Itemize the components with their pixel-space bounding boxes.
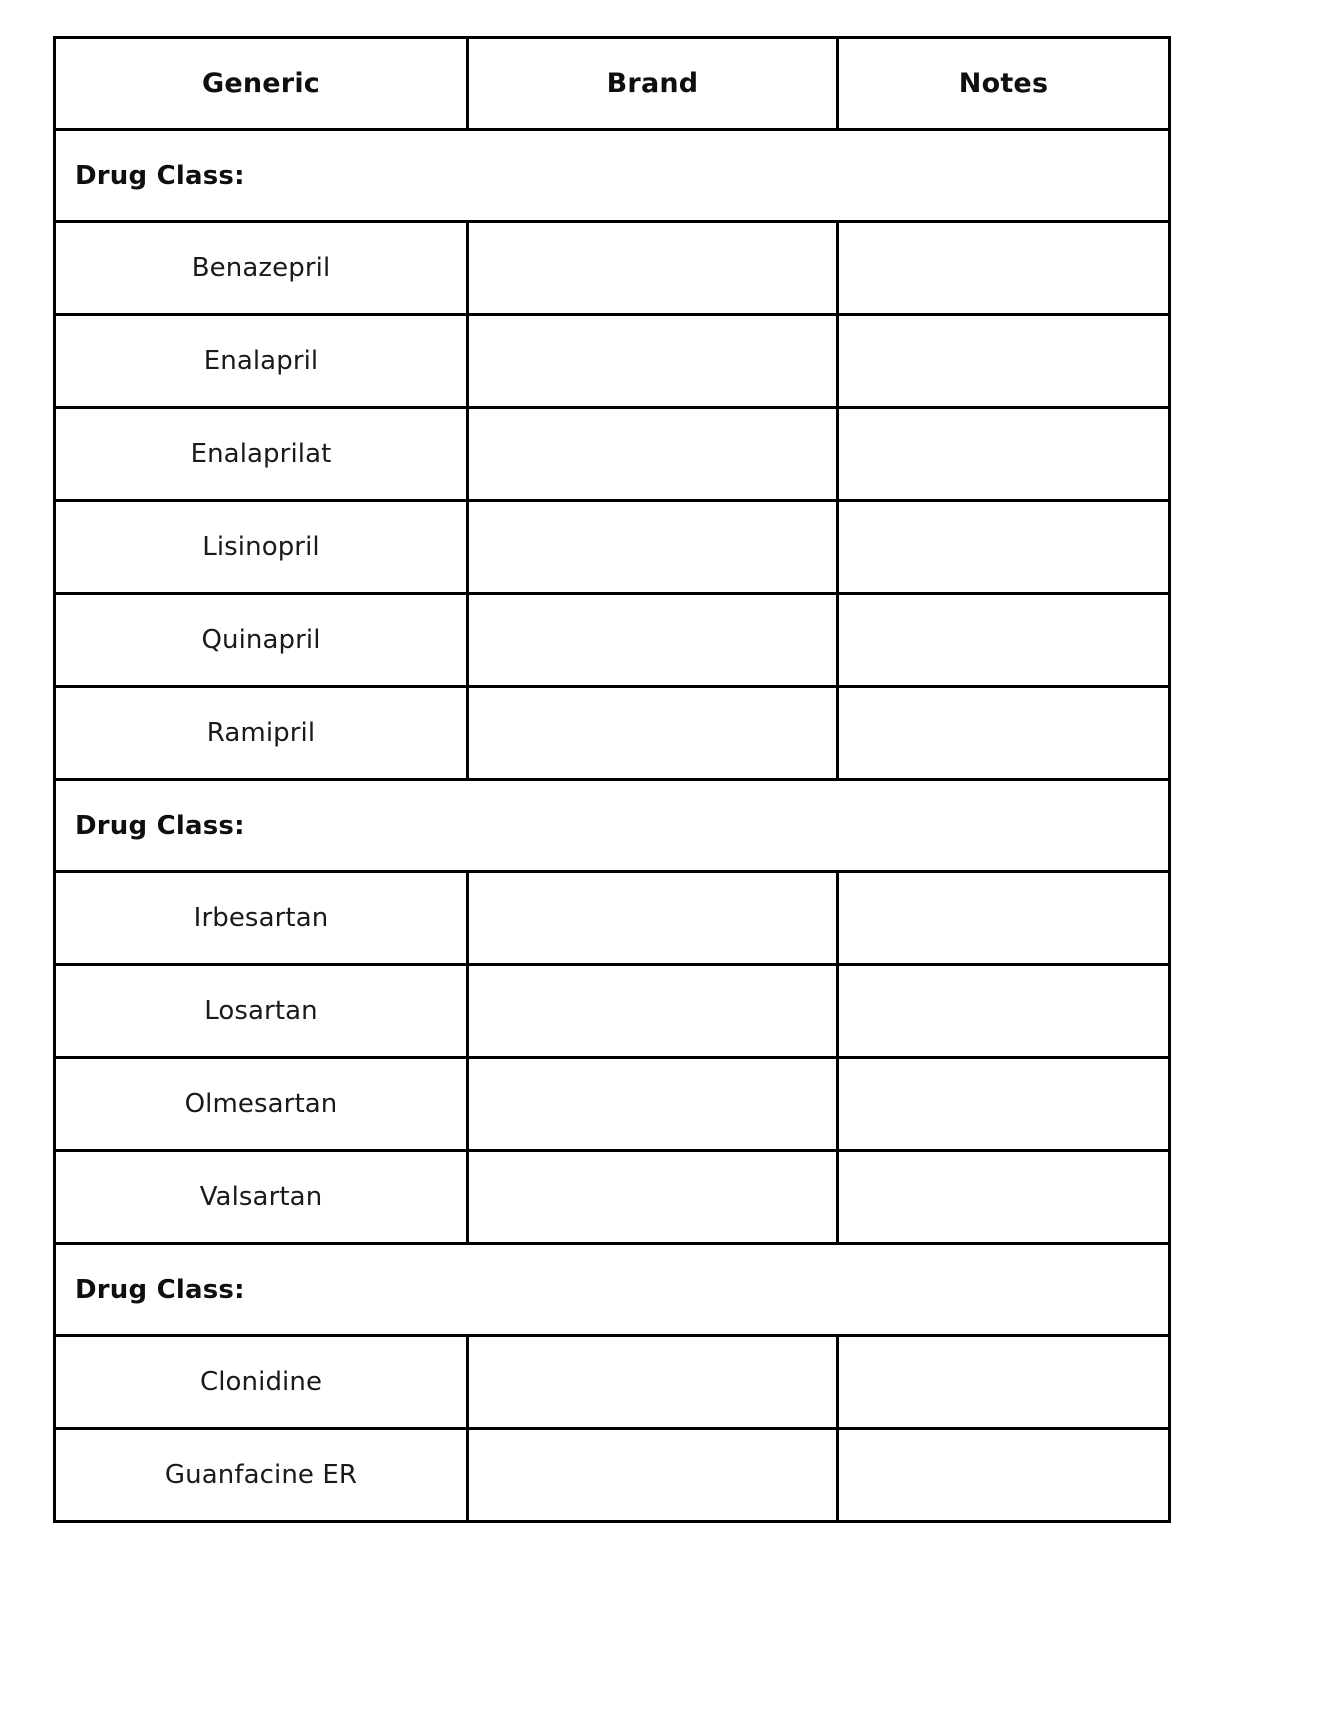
- notes-cell[interactable]: [838, 408, 1170, 501]
- brand-name-cell[interactable]: [468, 872, 838, 965]
- table-row: [55, 594, 1170, 687]
- generic-name-cell: Quinapril: [55, 594, 468, 687]
- notes-cell[interactable]: [838, 222, 1170, 315]
- notes-cell[interactable]: [838, 1151, 1170, 1244]
- generic-name-cell: Losartan: [55, 965, 468, 1058]
- table-row: [55, 1429, 1170, 1522]
- table-row: [55, 315, 1170, 408]
- notes-cell[interactable]: [838, 1429, 1170, 1522]
- generic-name-cell: Irbesartan: [55, 872, 468, 965]
- brand-name-cell[interactable]: [468, 594, 838, 687]
- brand-name-cell[interactable]: [468, 1058, 838, 1151]
- drug-class-section-row: [55, 130, 1170, 222]
- table-row: [55, 501, 1170, 594]
- table-row: [55, 872, 1170, 965]
- generic-name-cell: Ramipril: [55, 687, 468, 780]
- table-row: [55, 222, 1170, 315]
- table-row: [55, 687, 1170, 780]
- brand-name-cell[interactable]: [468, 965, 838, 1058]
- column-header-brand: Brand: [468, 38, 838, 130]
- drug-table-container: [53, 36, 1168, 1523]
- generic-name-cell: Enalapril: [55, 315, 468, 408]
- table-row: [55, 408, 1170, 501]
- notes-cell[interactable]: [838, 1336, 1170, 1429]
- notes-cell[interactable]: [838, 594, 1170, 687]
- column-header-notes: Notes: [838, 38, 1170, 130]
- brand-name-cell[interactable]: [468, 1336, 838, 1429]
- notes-cell[interactable]: [838, 1058, 1170, 1151]
- brand-name-cell[interactable]: [468, 1151, 838, 1244]
- drug-class-label: Drug Class:: [55, 780, 1170, 872]
- table-body: [55, 130, 1170, 1522]
- table-header: [55, 38, 1170, 130]
- generic-name-cell: Clonidine: [55, 1336, 468, 1429]
- generic-name-cell: Lisinopril: [55, 501, 468, 594]
- table-row: [55, 1151, 1170, 1244]
- brand-name-cell[interactable]: [468, 501, 838, 594]
- drug-class-label: Drug Class:: [55, 130, 1170, 222]
- brand-name-cell[interactable]: [468, 687, 838, 780]
- brand-name-cell[interactable]: [468, 222, 838, 315]
- notes-cell[interactable]: [838, 687, 1170, 780]
- generic-name-cell: Guanfacine ER: [55, 1429, 468, 1522]
- brand-name-cell[interactable]: [468, 408, 838, 501]
- notes-cell[interactable]: [838, 872, 1170, 965]
- table-row: [55, 1058, 1170, 1151]
- table-row: [55, 1336, 1170, 1429]
- drug-reference-table: [53, 36, 1171, 1523]
- drug-class-section-row: [55, 1244, 1170, 1336]
- notes-cell[interactable]: [838, 501, 1170, 594]
- table-header-row: [55, 38, 1170, 130]
- column-header-generic: Generic: [55, 38, 468, 130]
- generic-name-cell: Valsartan: [55, 1151, 468, 1244]
- table-row: [55, 965, 1170, 1058]
- drug-class-section-row: [55, 780, 1170, 872]
- notes-cell[interactable]: [838, 315, 1170, 408]
- brand-name-cell[interactable]: [468, 315, 838, 408]
- notes-cell[interactable]: [838, 965, 1170, 1058]
- generic-name-cell: Olmesartan: [55, 1058, 468, 1151]
- generic-name-cell: Enalaprilat: [55, 408, 468, 501]
- generic-name-cell: Benazepril: [55, 222, 468, 315]
- brand-name-cell[interactable]: [468, 1429, 838, 1522]
- drug-class-label: Drug Class:: [55, 1244, 1170, 1336]
